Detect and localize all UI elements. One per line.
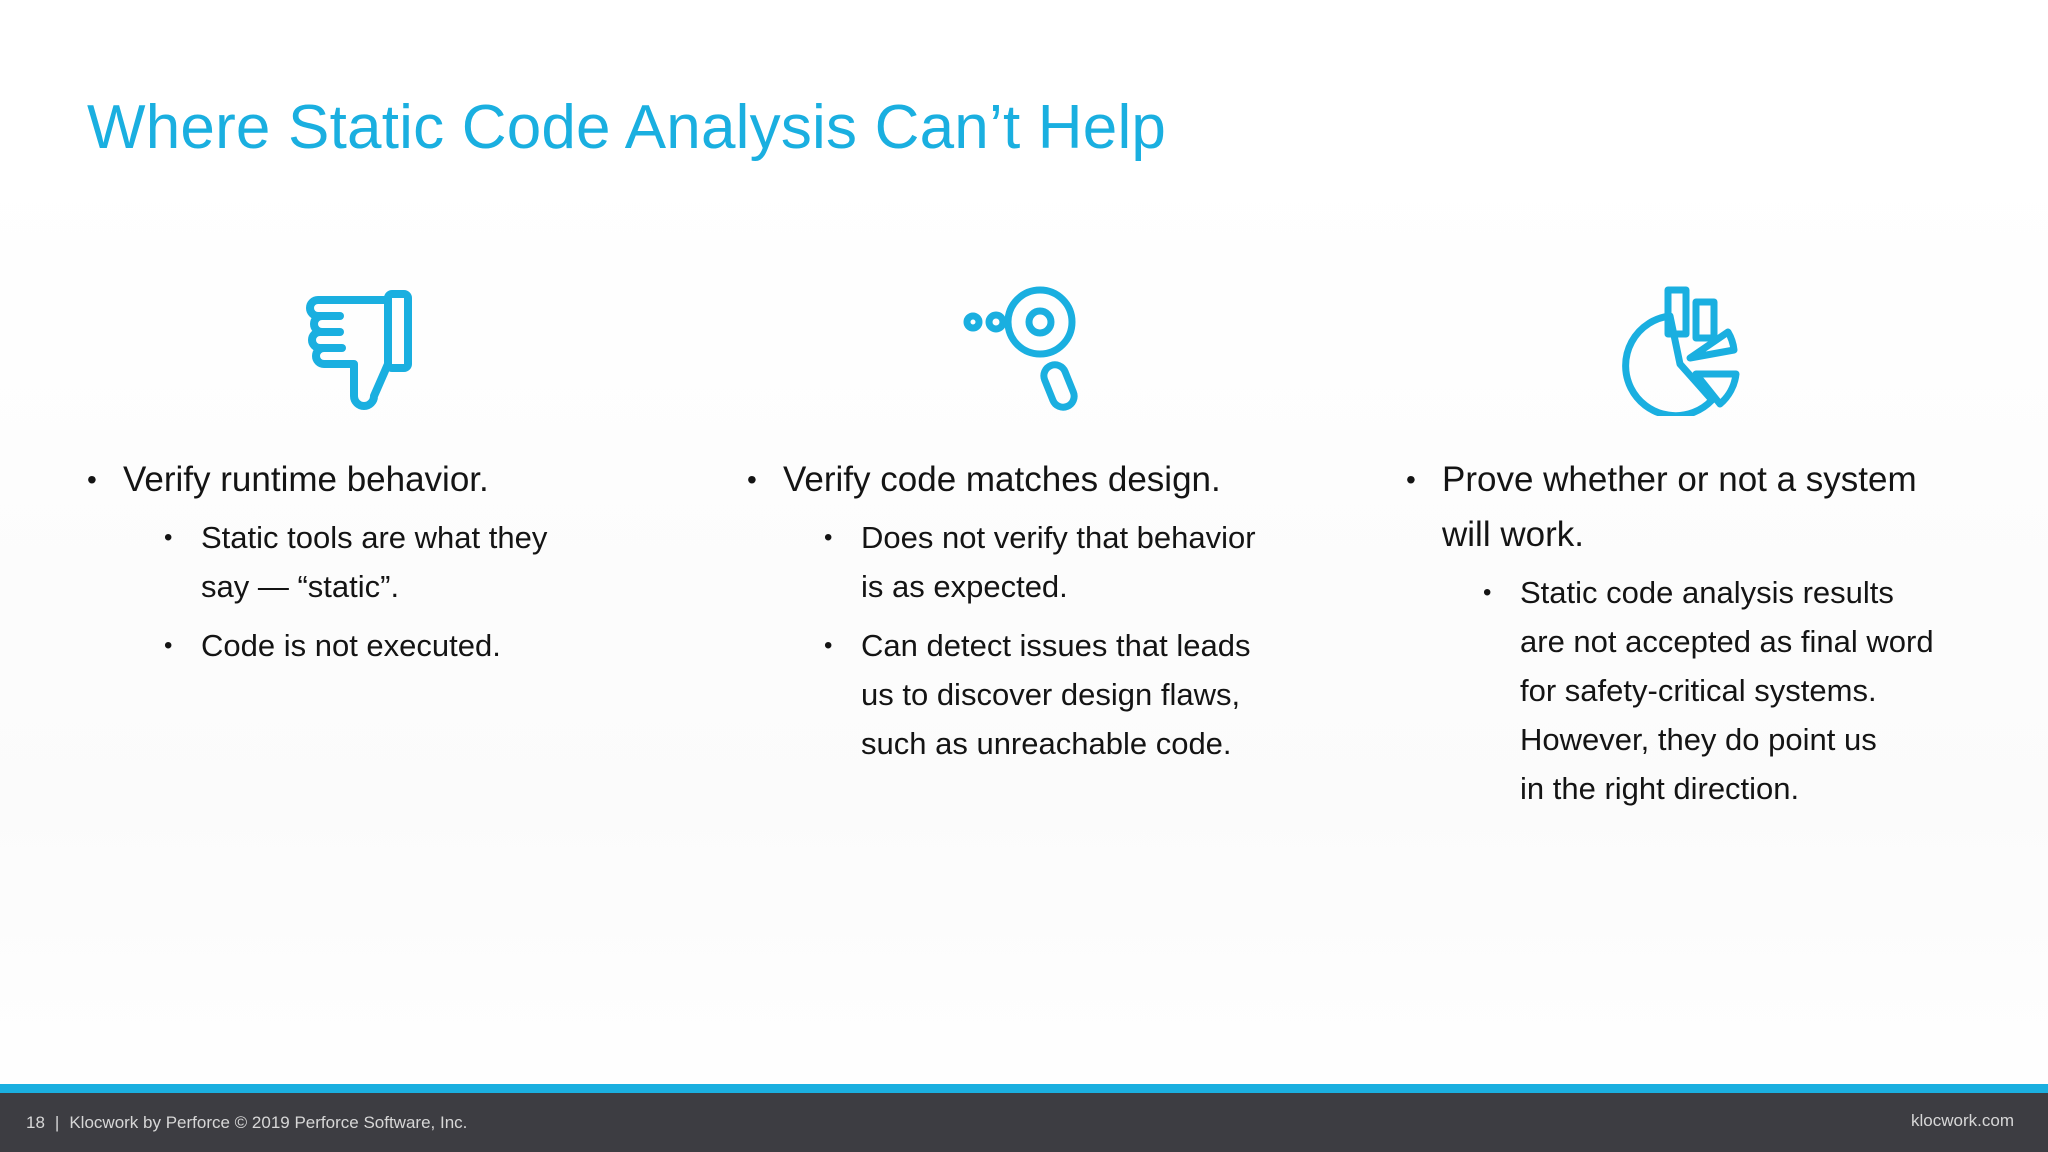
bullet-text: • Static code analysis results bbox=[1520, 575, 1894, 610]
column-runtime-behavior bbox=[87, 452, 687, 670]
bullet-text: us to discover design flaws, bbox=[861, 677, 1241, 712]
bullet-text: • Can detect issues that leads bbox=[861, 628, 1251, 663]
magnifier-search-icon bbox=[956, 278, 1096, 418]
bullet-text: • Code is not executed. bbox=[201, 628, 501, 663]
pie-bar-chart-icon bbox=[1616, 276, 1756, 416]
bullet-verify-runtime bbox=[87, 452, 687, 507]
bullet-text: • Verify runtime behavior. bbox=[123, 460, 489, 499]
slide-title: Where Static Code Analysis Can’t Help bbox=[87, 93, 1167, 162]
bullet-text: in the right direction. bbox=[1520, 771, 1800, 806]
bullet-text: • Verify code matches design. bbox=[783, 460, 1221, 499]
bullet-text: is as expected. bbox=[861, 569, 1068, 604]
thumbs-down-icon bbox=[288, 280, 428, 420]
sub-bullet-not-executed bbox=[164, 621, 687, 670]
sub-bullet-static-tools bbox=[164, 513, 687, 611]
footer-separator: | bbox=[54, 1113, 60, 1132]
bullet-text: such as unreachable code. bbox=[861, 726, 1232, 761]
bullet-text: for safety-critical systems. bbox=[1520, 673, 1877, 708]
sub-bullet-results bbox=[1483, 568, 2006, 813]
footer-left bbox=[26, 1111, 467, 1135]
bullet-text: are not accepted as final word bbox=[1520, 624, 1934, 659]
bullet-verify-design bbox=[747, 452, 1347, 507]
footer-copyright: Klocwork by Perforce © 2019 Perforce Software, Inc. bbox=[69, 1113, 468, 1132]
bullet-text: • Static tools are what they bbox=[201, 520, 548, 555]
bullet-text: • Does not verify that behavior bbox=[861, 520, 1256, 555]
bullet-prove-system bbox=[1406, 452, 2006, 562]
bullet-text: will work. bbox=[1442, 515, 1584, 554]
footer-accent-bar bbox=[0, 1084, 2048, 1093]
sub-bullet-behavior bbox=[824, 513, 1347, 611]
column-system-proof bbox=[1406, 452, 2006, 813]
page-number: 18 bbox=[26, 1113, 45, 1132]
sub-bullet-design-flaws bbox=[824, 621, 1347, 768]
footer bbox=[0, 1093, 2048, 1152]
footer-website-link[interactable]: klocwork.com bbox=[1911, 1111, 2014, 1130]
column-code-design bbox=[747, 452, 1347, 768]
bullet-text: • Prove whether or not a system bbox=[1442, 460, 1917, 499]
bullet-text: say — “static”. bbox=[201, 569, 400, 604]
bullet-text: However, they do point us bbox=[1520, 722, 1877, 757]
